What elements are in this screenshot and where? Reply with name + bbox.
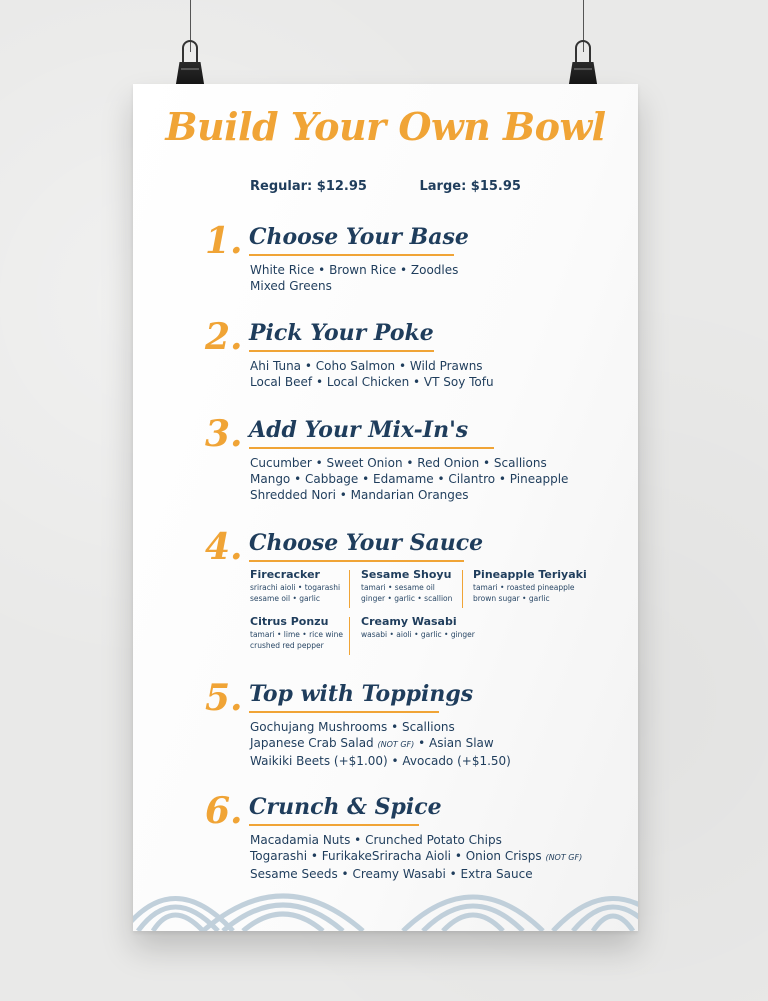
options-line: Local Beef • Local Chicken • VT Soy Tofu [250, 375, 494, 389]
step-heading: Top with Toppings [249, 681, 474, 707]
heading-underline [249, 254, 454, 256]
sauce-divider [349, 617, 350, 655]
sauce-desc: wasabi • aioli • garlic • ginger [361, 630, 475, 639]
sauce-name: Pineapple Teriyaki [473, 568, 587, 581]
dietary-note: (NOT GF) [377, 740, 415, 749]
sauce-name: Firecracker [250, 568, 320, 581]
option-text: Togarashi • FurikakeSriracha Aioli • Onion Crisps [250, 849, 542, 863]
menu-poster [133, 84, 638, 931]
sauce-citrus-ponzu [250, 615, 356, 651]
sauce-name: Citrus Ponzu [250, 615, 329, 628]
regular-price: Regular: $12.95 [250, 179, 367, 194]
options-line: Waikiki Beets (+$1.00) • Avocado (+$1.50) [250, 754, 511, 768]
step-heading: Add Your Mix-In's [249, 417, 469, 443]
options-line: Shredded Nori • Mandarian Oranges [250, 488, 469, 502]
step-options [250, 358, 494, 390]
step-heading: Crunch & Spice [249, 794, 442, 820]
step-number: 3. [205, 413, 243, 455]
sauce-desc: tamari • roasted pineapple [473, 583, 575, 592]
sauce-creamy-wasabi [361, 615, 475, 640]
sauce-desc: sesame oil • garlic [250, 594, 321, 603]
step-options [250, 719, 511, 769]
large-price: Large: $15.95 [419, 179, 521, 194]
sauce-desc: tamari • lime • rice wine [250, 630, 343, 639]
sauce-desc: crushed red pepper [250, 641, 324, 650]
options-line [250, 735, 511, 753]
options-line: Mixed Greens [250, 279, 332, 293]
option-text: Japanese Crab Salad [250, 736, 374, 750]
sauce-sesame-shoyu [361, 568, 467, 604]
sauce-pineapple-teriyaki [473, 568, 587, 604]
dietary-note: (NOT GF) [545, 853, 583, 862]
sauce-desc: brown sugar • garlic [473, 594, 550, 603]
wave-pattern-decoration [133, 861, 638, 931]
step-number: 6. [205, 790, 243, 832]
step-number: 1. [205, 220, 243, 262]
step-number: 5. [205, 677, 243, 719]
step-heading: Pick Your Poke [249, 320, 434, 346]
sauce-desc: ginger • garlic • scallion [361, 594, 453, 603]
options-line: Mango • Cabbage • Edamame • Cilantro • Pineapple [250, 472, 569, 486]
options-line: Sesame Seeds • Creamy Wasabi • Extra Sauce [250, 867, 533, 881]
sauce-name: Creamy Wasabi [361, 615, 457, 628]
heading-underline [249, 824, 419, 826]
heading-underline [249, 447, 494, 449]
options-line: Cucumber • Sweet Onion • Red Onion • Scallions [250, 456, 547, 470]
step-options [250, 455, 568, 503]
option-text: • Asian Slaw [418, 736, 494, 750]
step-options [250, 262, 458, 294]
step-heading: Choose Your Base [249, 224, 469, 250]
options-line: White Rice • Brown Rice • Zoodles [250, 263, 459, 277]
options-line: Ahi Tuna • Coho Salmon • Wild Prawns [250, 359, 483, 373]
options-line: Macadamia Nuts • Crunched Potato Chips [250, 833, 502, 847]
poster-title: Build Your Own Bowl [165, 104, 606, 149]
sauce-divider [462, 570, 463, 608]
step-number: 4. [205, 526, 243, 568]
heading-underline [249, 350, 434, 352]
sauce-name: Sesame Shoyu [361, 568, 452, 581]
step-number: 2. [205, 316, 243, 358]
options-line: Gochujang Mushrooms • Scallions [250, 720, 455, 734]
sauce-firecracker [250, 568, 356, 604]
price-line [133, 179, 638, 194]
sauce-desc: srirachi aioli • togarashi [250, 583, 341, 592]
step-heading: Choose Your Sauce [249, 530, 484, 556]
heading-underline [249, 711, 439, 713]
sauce-divider [349, 570, 350, 608]
sauce-desc: tamari • sesame oil [361, 583, 435, 592]
heading-underline [249, 560, 464, 562]
